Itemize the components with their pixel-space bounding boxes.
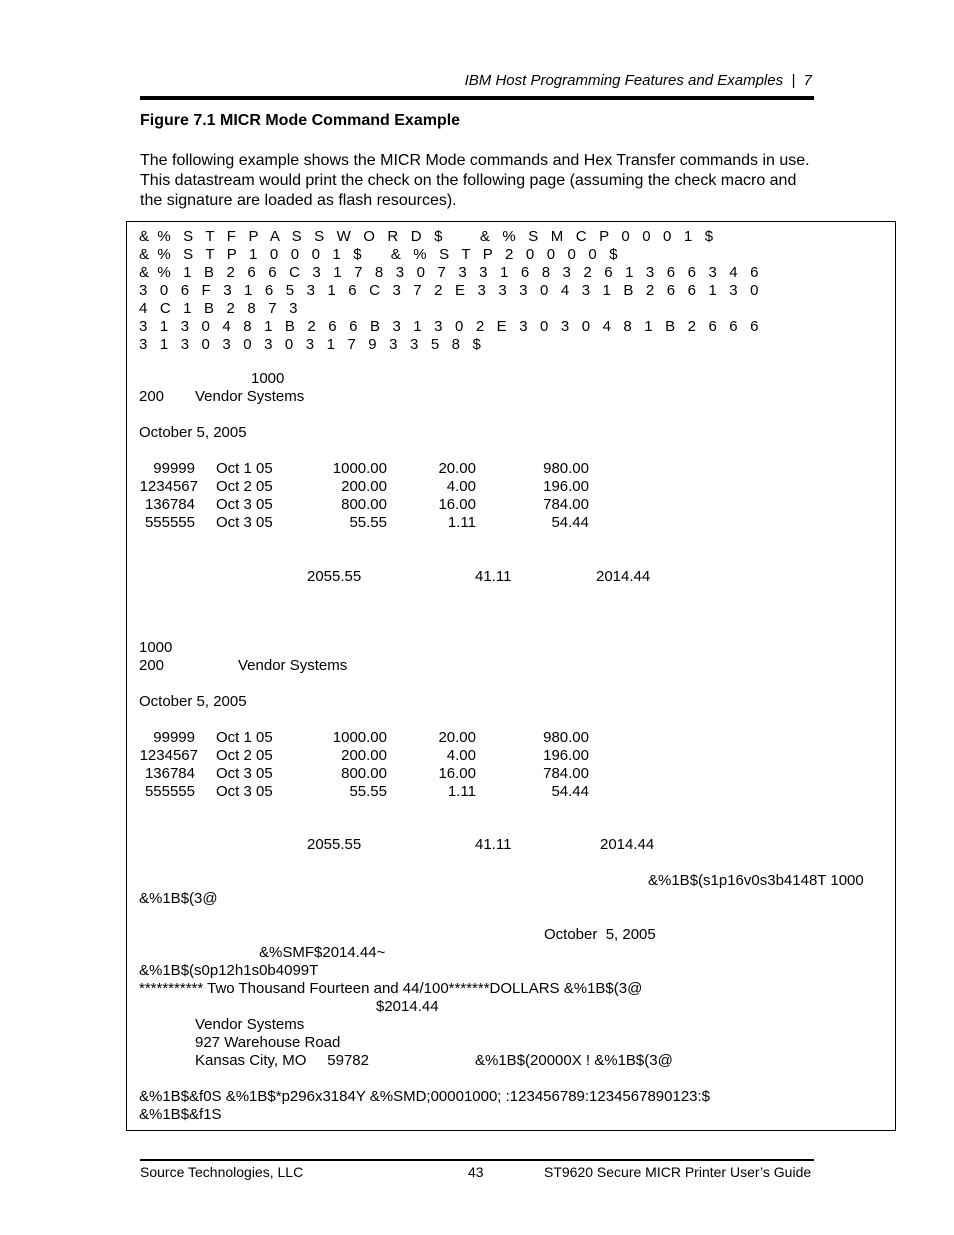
stub1-net: 196.00: [543, 478, 589, 495]
footer-page-number: 43: [468, 1164, 484, 1180]
check-payee-city: Kansas City, MO 59782: [195, 1052, 369, 1069]
stub1-vendor-id: 1000: [251, 370, 285, 387]
hex-line: & % S T F P A S S W O R D $ & % S M C P 0 0 0 1 $: [139, 228, 714, 245]
stub1-gross: 800.00: [341, 496, 387, 513]
check-font-command-2: &%1B$(s0p12h1s0b4099T: [139, 962, 319, 979]
stub2-date-cell: Oct 3 05: [216, 783, 273, 800]
check-smf-command: &%SMF$2014.44~: [259, 944, 386, 961]
stub2-gross: 800.00: [341, 765, 387, 782]
stub2-date-cell: Oct 2 05: [216, 747, 273, 764]
footer-rule: [140, 1159, 814, 1161]
stub2-date-cell: Oct 1 05: [216, 729, 273, 746]
stub2-invoice: 555555: [144, 783, 195, 800]
stub2-discount: 4.00: [446, 747, 476, 764]
check-signature-command: &%1B$(20000X ! &%1B$(3@: [475, 1052, 673, 1069]
check-date: October 5, 2005: [544, 926, 656, 943]
stub1-total-discount: 41.11: [475, 568, 512, 585]
stub2-vendor-num: 200: [139, 657, 165, 674]
hex-line: 4 C 1 B 2 8 7 3: [139, 300, 298, 317]
stub2-invoice: 1234567: [139, 747, 198, 764]
datastream-box: [126, 221, 896, 1131]
check-font-command: &%1B$(s1p16v0s3b4148T 1000: [648, 872, 864, 889]
hex-line: 3 1 3 0 3 0 3 0 3 1 7 9 3 3 5 8 $: [139, 336, 481, 353]
stub2-invoice: 136784: [144, 765, 195, 782]
stub1-date-cell: Oct 1 05: [216, 460, 273, 477]
stub1-invoice: 1234567: [139, 478, 198, 495]
hex-line: & % 1 B 2 6 6 C 3 1 7 8 3 0 7 3 3 1 6 8 3 2 6 1 3 6 6 3 4 6: [139, 264, 759, 281]
intro-paragraph: The following example shows the MICR Mode commands and Hex Transfer commands in use. This datastream would print the check on the following page (assuming the check macro and the signature are loaded as flash resources).: [140, 152, 810, 209]
hex-line: 3 0 6 F 3 1 6 5 3 1 6 C 3 7 2 E 3 3 3 0 4 3 1 B 2 6 6 1 3 0: [139, 282, 759, 299]
header-rule: [140, 96, 814, 100]
stub2-vendor-id: 1000: [139, 639, 173, 656]
stub1-discount: 16.00: [438, 496, 476, 513]
stub2-date: October 5, 2005: [139, 693, 247, 710]
stub2-net: 980.00: [543, 729, 589, 746]
stub2-net: 54.44: [551, 783, 589, 800]
footer-guide-title: ST9620 Secure MICR Printer User’s Guide: [544, 1164, 812, 1180]
stub2-discount: 20.00: [438, 729, 476, 746]
stub1-discount: 20.00: [438, 460, 476, 477]
stub1-net: 54.44: [551, 514, 589, 531]
check-font-reset: &%1B$(3@: [139, 890, 218, 907]
stub2-gross: 55.55: [349, 783, 387, 800]
check-amount-words: *********** Two Thousand Fourteen and 44/100*******DOLLARS &%1B$(3@: [139, 980, 643, 997]
figure-title: Figure 7.1 MICR Mode Command Example: [140, 112, 461, 129]
stub1-total-net: 2014.44: [596, 568, 651, 585]
stub2-date-cell: Oct 3 05: [216, 765, 273, 782]
stub1-invoice: 99999: [153, 460, 195, 477]
stub2-net: 196.00: [543, 747, 589, 764]
stub2-vendor-name: Vendor Systems: [238, 657, 348, 674]
check-payee-name: Vendor Systems: [195, 1016, 305, 1033]
stub1-discount: 4.00: [446, 478, 476, 495]
stub1-gross: 200.00: [341, 478, 387, 495]
check-payee-street: 927 Warehouse Road: [195, 1034, 341, 1051]
stub1-date-cell: Oct 3 05: [216, 496, 273, 513]
stub2-total-net: 2014.44: [600, 836, 655, 853]
stub1-gross: 1000.00: [332, 460, 387, 477]
check-micr-line: &%1B$&f0S &%1B$*p296x3184Y &%SMD;00001000; :123456789:1234567890123:$: [139, 1088, 711, 1105]
check-macro-end: &%1B$&f1S: [139, 1106, 222, 1123]
stub1-total-gross: 2055.55: [307, 568, 362, 585]
hex-line: & % S T P 1 0 0 0 1 $ & % S T P 2 0 0 0 0 $: [139, 246, 618, 263]
stub1-vendor-name: Vendor Systems: [195, 388, 305, 405]
stub1-discount: 1.11: [447, 514, 476, 531]
stub2-net: 784.00: [543, 765, 589, 782]
stub1-invoice: 136784: [144, 496, 195, 513]
footer-company: Source Technologies, LLC: [140, 1164, 304, 1180]
stub2-total-gross: 2055.55: [307, 836, 362, 853]
stub1-date: October 5, 2005: [139, 424, 247, 441]
stub1-vendor-num: 200: [139, 388, 165, 405]
stub1-date-cell: Oct 2 05: [216, 478, 273, 495]
stub1-date-cell: Oct 3 05: [216, 514, 273, 531]
stub2-gross: 200.00: [341, 747, 387, 764]
stub1-net: 980.00: [543, 460, 589, 477]
stub1-net: 784.00: [543, 496, 589, 513]
stub2-total-discount: 41.11: [475, 836, 512, 853]
stub2-gross: 1000.00: [332, 729, 387, 746]
running-header: IBM Host Programming Features and Examples | 7: [464, 72, 812, 89]
hex-line: 3 1 3 0 4 8 1 B 2 6 6 B 3 1 3 0 2 E 3 0 3 0 4 8 1 B 2 6 6 6: [139, 318, 759, 335]
stub2-discount: 1.11: [447, 783, 476, 800]
check-amount: $2014.44: [376, 998, 439, 1015]
stub1-invoice: 555555: [144, 514, 195, 531]
stub2-discount: 16.00: [438, 765, 476, 782]
stub2-invoice: 99999: [153, 729, 195, 746]
stub1-gross: 55.55: [349, 514, 387, 531]
